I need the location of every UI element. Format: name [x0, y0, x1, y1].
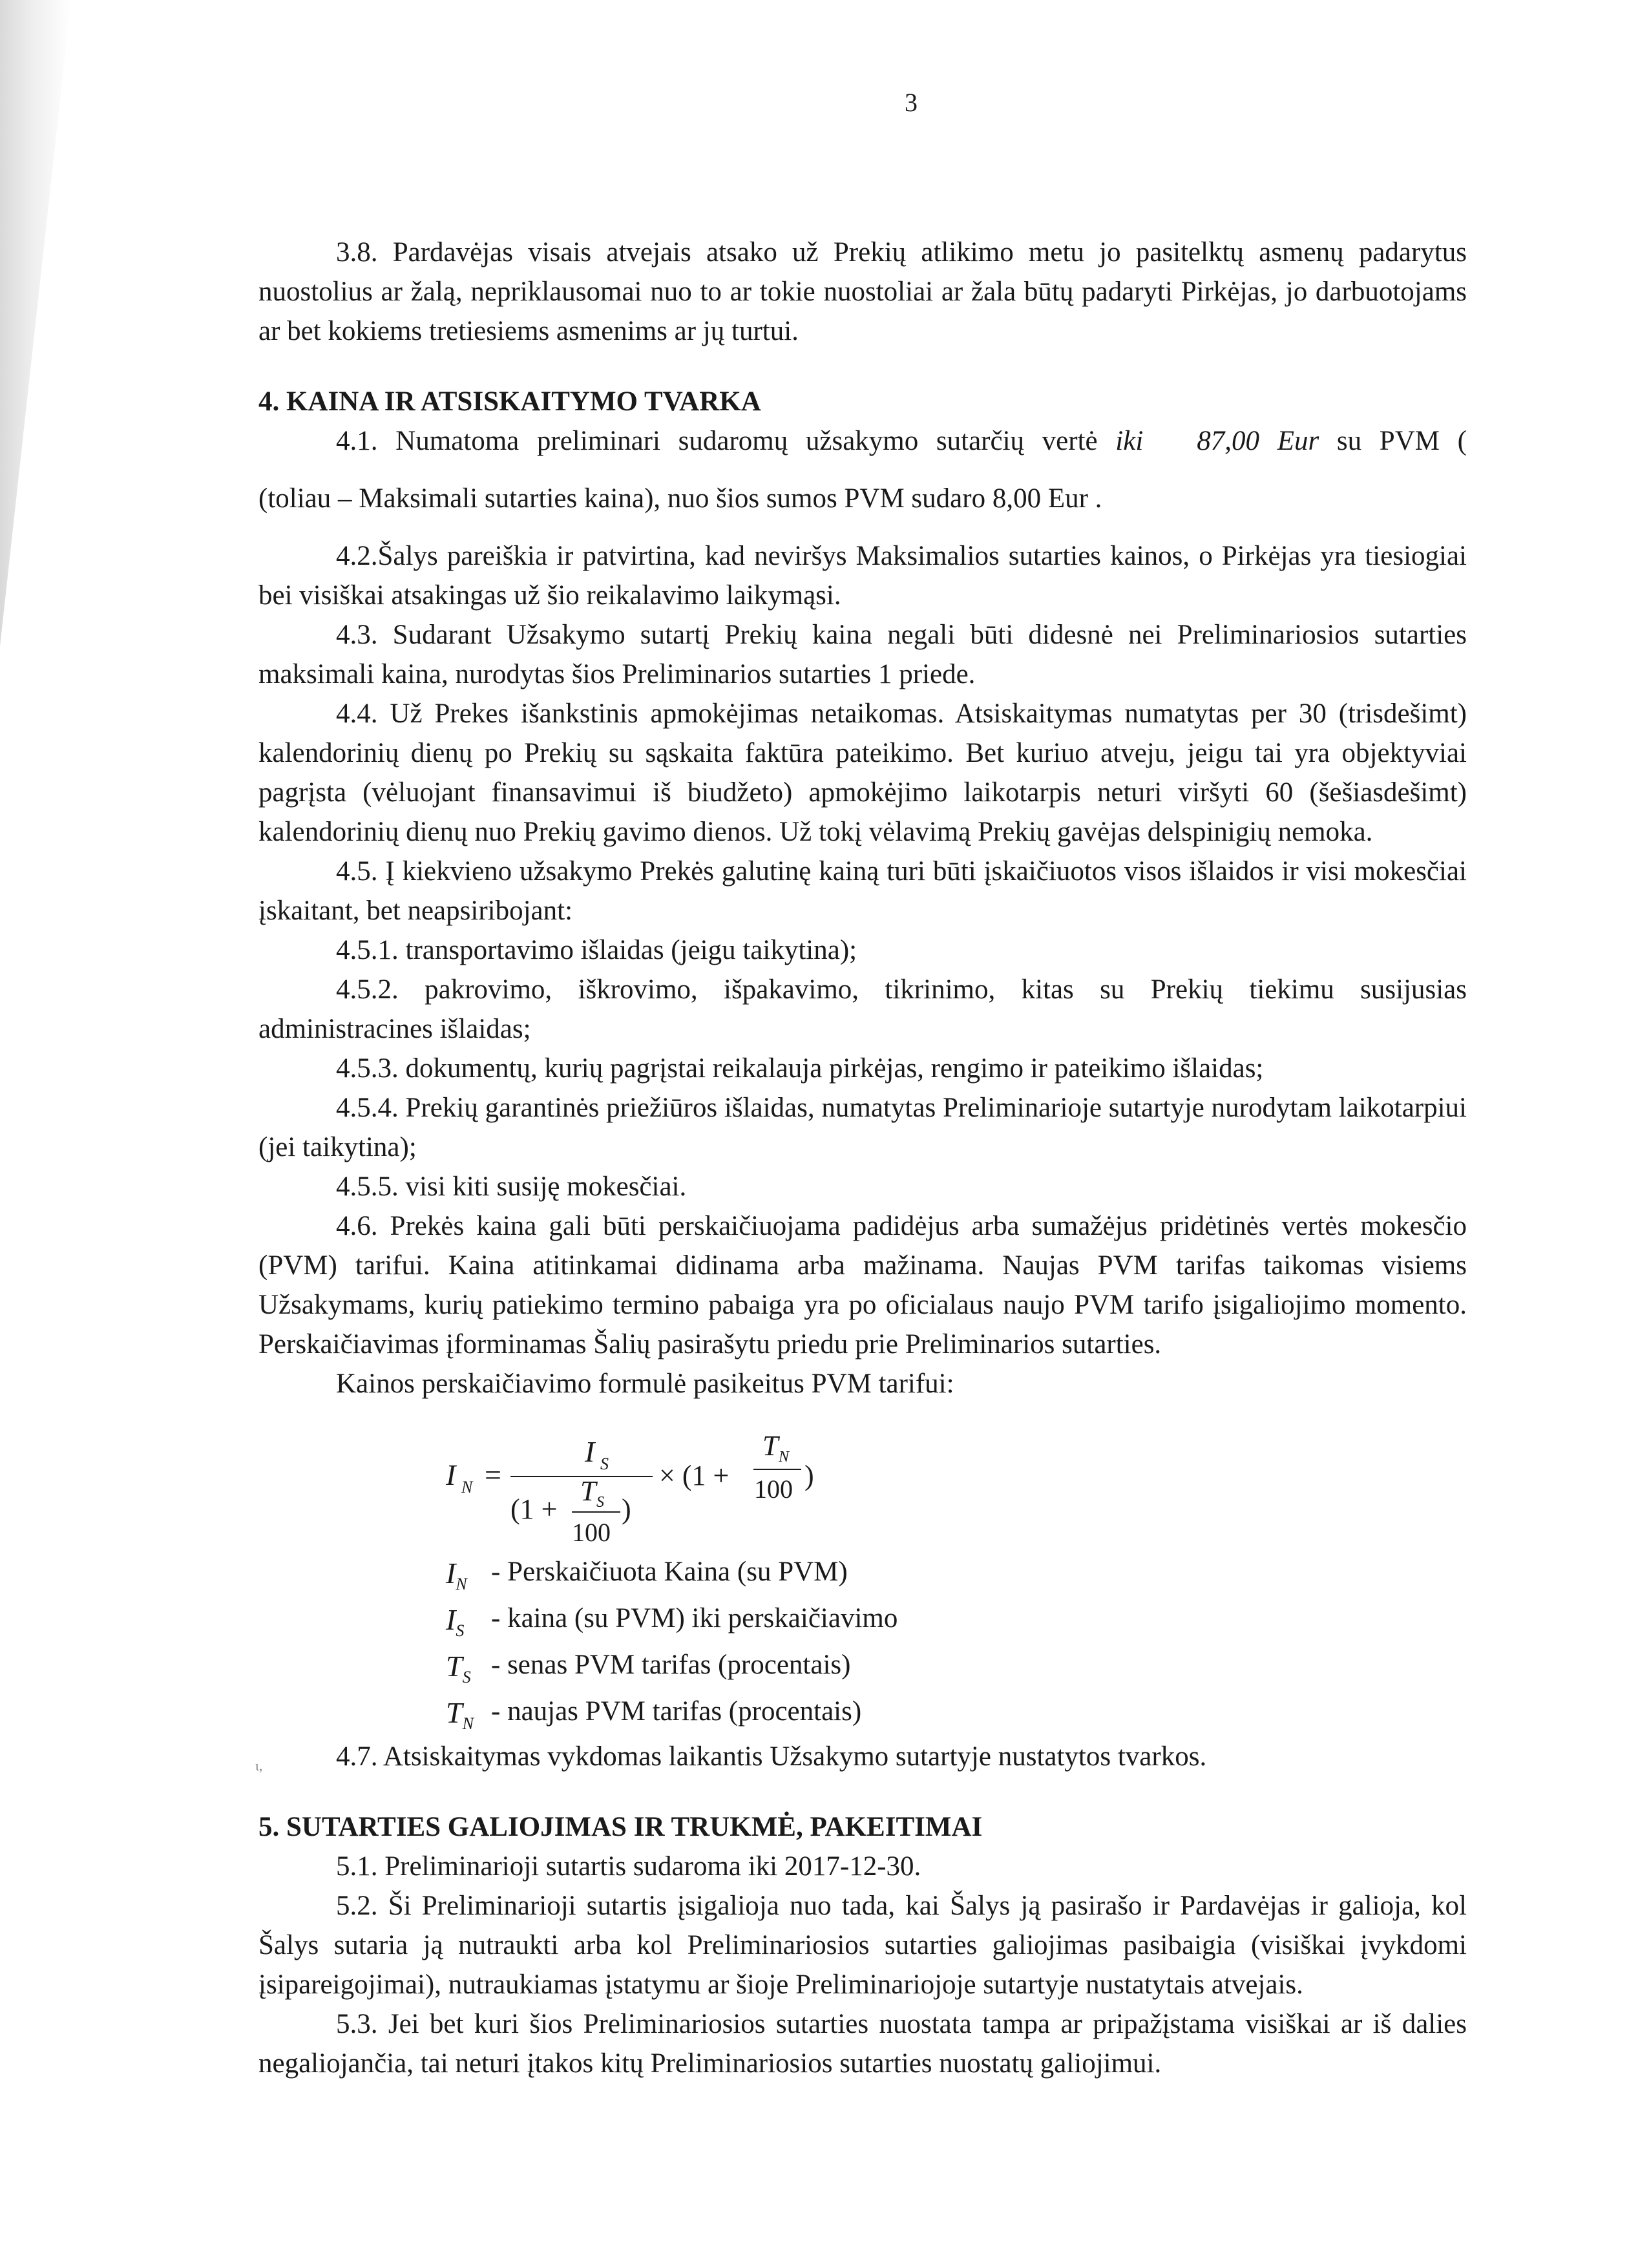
section-heading-5: 5. SUTARTIES GALIOJIMAS IR TRUKMĖ, PAKEITIMAI — [258, 1812, 983, 1842]
clause-4-1-iki: iki — [1115, 426, 1144, 456]
clause-4-6: 4.6. Prekės kaina gali būti perskaičiuojama padidėjus arba sumažėjus pridėtinės vertės mokesčio (PVM) tarifui. Kaina atitinkamai didinama arba mažinama. Naujas PVM tarifas taikomas visiems Užsakymams, kurių patiekimo termino pabaiga yra po oficialaus naujo PVM tarifo įsigaliojimo momento. Perskaičiavimas įforminamas Šalių pasirašytu priedu prie Preliminarios sutarties. — [258, 1211, 1467, 1360]
formula-denominator-close: ) — [622, 1493, 631, 1525]
legend-symbol: $I_N$ — [446, 1557, 467, 1594]
formula-equals: = — [485, 1458, 501, 1491]
formula-lhs-sub: N — [461, 1478, 473, 1496]
formula-denominator-open: (1 + — [510, 1493, 558, 1525]
section-heading-4: 4. KAINA IR ATSISKAITYMO TVARKA — [258, 386, 761, 417]
formula-ts: T — [580, 1475, 596, 1507]
legend-row — [258, 1597, 1467, 1644]
clause-5-2: 5.2. Ši Preliminarioji sutartis įsigalioja nuo tada, kai Šalys ją pasirašo ir Pardavėjas ir galioja, kol Šalys sutaria ją nutraukti arba kol Preliminariosios sutarties galiojimas pasibaigia (visiškai įvykdomi įsipareigojimai), nutraukiamas įstatymu ar šioje Preliminariojoje sutartyje nustatytais atvejais. — [258, 1891, 1467, 2000]
formula-intro: Kainos perskaičiavimo formulė pasikeitus PVM tarifui: — [336, 1369, 954, 1399]
clause-4-3: 4.3. Sudarant Užsakymo sutartį Prekių kaina negali būti didesnė nei Preliminariosios sutarties maksimali kaina, nurodytas šios Preliminarios sutarties 1 priede. — [258, 620, 1467, 689]
scan-artifact-mark: ι, — [255, 1758, 263, 1774]
legend-symbol: $T_N$ — [446, 1696, 474, 1734]
vat-recalculation-formula — [439, 1415, 840, 1551]
formula-close: ) — [804, 1460, 814, 1491]
clause-4-5-3: 4.5.3. dokumentų, kurių pagrįstai reikalauja pirkėjas, rengimo ir pateikimo išlaidas; — [336, 1053, 1264, 1084]
clause-4-5-5: 4.5.5. visi kiti susiję mokesčiai. — [336, 1171, 687, 1202]
clause-4-7: 4.7. Atsiskaitymas vykdomas laikantis Užsakymo sutartyje nustatytos tvarkos. — [336, 1741, 1207, 1772]
clause-4-5-2: 4.5.2. pakrovimo, iškrovimo, išpakavimo, tikrinimo, kitas su Prekių tiekimu susijusias administracines išlaidas; — [258, 974, 1467, 1044]
legend-description: - naujas PVM tarifas (procentais) — [491, 1696, 862, 1727]
formula-numerator-sub: S — [600, 1454, 609, 1473]
formula-numerator: I — [585, 1435, 595, 1468]
clause-4-5-4: 4.5.4. Prekių garantinės priežiūros išlaidas, numatytas Preliminarioje sutartyje nurodytam laikotarpiui (jei taikytina); — [258, 1093, 1467, 1162]
legend-description: - kaina (su PVM) iki perskaičiavimo — [491, 1603, 898, 1633]
page-number: 3 — [905, 88, 918, 117]
clause-4-1-lead: 4.1. Numatoma preliminari sudaromų užsakymo sutarčių vertė — [336, 426, 1098, 456]
legend-row — [258, 1690, 1467, 1737]
formula-ts-sub: S — [596, 1494, 604, 1511]
clause-3-8: 3.8. Pardavėjas visais atvejais atsako už Prekių atlikimo metu jo pasitelktų asmenų padarytus nuostolius ar žalą, nepriklausomai nuo to ar tokie nuostoliai ar žala būtų padaryti Pirkėjas, jo darbuotojams ar bet kokiems tretiesiems asmenims ar jų turtui. — [258, 237, 1467, 346]
legend-symbol: $I_S$ — [446, 1603, 465, 1641]
clause-4-1 — [258, 421, 1467, 461]
clause-5-1: 5.1. Preliminarioji sutartis sudaroma iki 2017-12-30. — [336, 1851, 921, 1882]
clause-4-4: 4.4. Už Prekes išankstinis apmokėjimas netaikomas. Atsiskaitymas numatytas per 30 (trisdešimt) kalendorinių dienų po Prekių su sąskaita faktūra pateikimo. Bet kuriuo atveju, jeigu tai yra objektyviai pagrįsta (vėluojant finansavimui iš biudžeto) apmokėjimo laikotarpis neturi viršyti 60 (šešiasdešimt) kalendorinių dienų nuo Prekių gavimo dienos. Už tokį vėlavimą Prekių gavėjas delspinigių nemoka. — [258, 698, 1467, 847]
formula-tn: T — [762, 1430, 779, 1462]
formula-lhs: I — [446, 1458, 456, 1491]
legend-description: - Perskaičiuota Kaina (su PVM) — [491, 1557, 848, 1587]
clause-4-1-vat: su PVM ( — [1336, 426, 1467, 456]
scan-edge-shadow — [0, 0, 71, 646]
formula-times: × (1 + — [659, 1460, 730, 1491]
formula-tn-sub: N — [779, 1449, 790, 1465]
legend-symbol: $T_S$ — [446, 1650, 471, 1687]
formula-hundred: 100 — [754, 1475, 793, 1504]
document-body — [258, 233, 1467, 2083]
clause-4-1-continuation: (toliau – Maksimali sutarties kaina), nuo šios sumos PVM sudaro 8,00 Eur . — [258, 483, 1102, 514]
clause-4-1-amount: 87,00 — [1197, 426, 1260, 456]
legend-row — [258, 1644, 1467, 1690]
clause-4-2: 4.2.Šalys pareiškia ir patvirtina, kad neviršys Maksimalios sutarties kainos, o Pirkėjas yra tiesiogiai bei visiškai atsakingas už šio reikalavimo laikymąsi. — [258, 541, 1467, 611]
clause-4-1-currency: Eur — [1277, 426, 1319, 456]
clause-4-5: 4.5. Į kiekvieno užsakymo Prekės galutinę kainą turi būti įskaičiuotos visos išlaidos ir visi mokesčiai įskaitant, bet neapsiribojant: — [258, 856, 1467, 926]
formula-denominator-hundred: 100 — [572, 1518, 611, 1547]
legend-description: - senas PVM tarifas (procentais) — [491, 1650, 851, 1680]
clause-5-3: 5.3. Jei bet kuri šios Preliminariosios sutarties nuostata tampa ar pripažįstama visiškai ar iš dalies negaliojančia, tai neturi įtakos kitų Preliminariosios sutarties nuostatų galiojimui. — [258, 2009, 1467, 2079]
legend-row — [258, 1551, 1467, 1597]
clause-4-5-1: 4.5.1. transportavimo išlaidas (jeigu taikytina); — [336, 935, 857, 965]
